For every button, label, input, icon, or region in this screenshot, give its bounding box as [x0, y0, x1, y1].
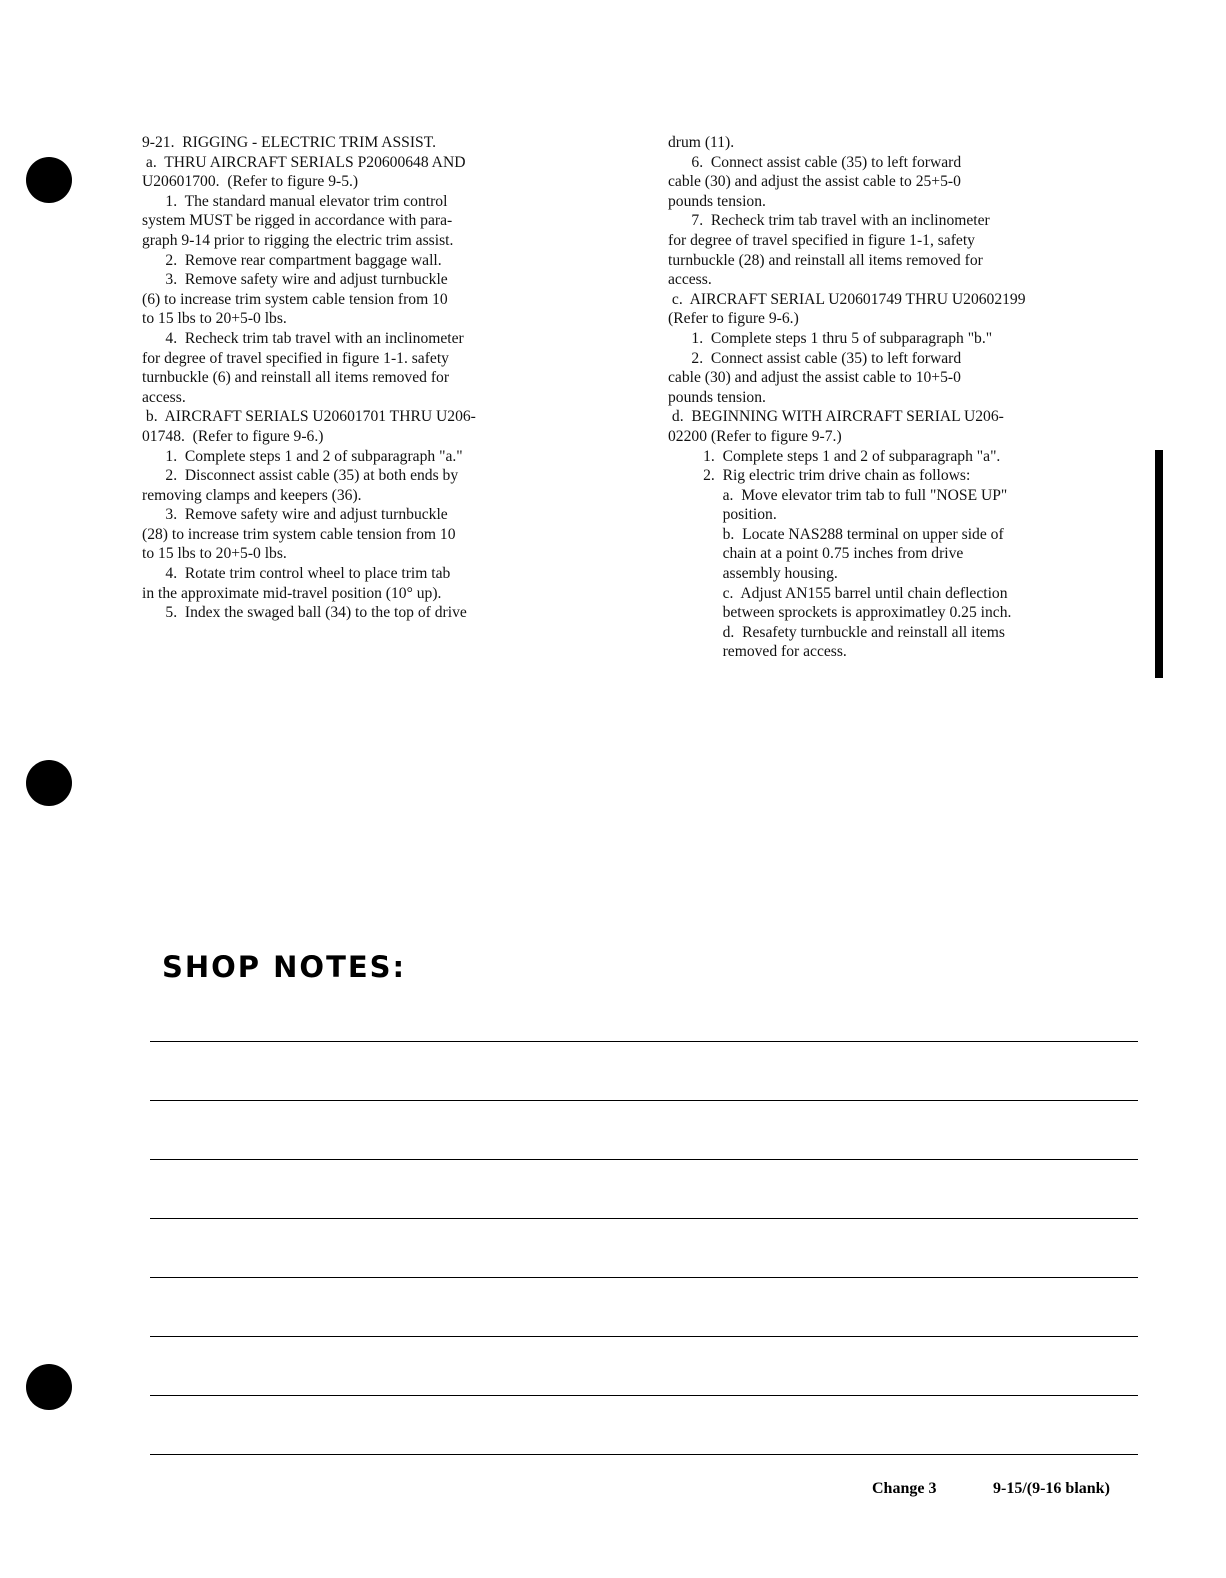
text-line: removing clamps and keepers (36). — [142, 486, 362, 504]
text-line: 9-21. RIGGING - ELECTRIC TRIM ASSIST. — [142, 134, 436, 151]
text-line: to 15 lbs to 20+5-0 lbs. — [142, 310, 287, 328]
text-line: U20601700. (Refer to figure 9-5.) — [142, 173, 359, 191]
text-line: cable (30) and adjust the assist cable to 10+5-0 — [668, 369, 961, 387]
shop-notes-line — [150, 1159, 1138, 1160]
shop-notes-line — [150, 1041, 1138, 1042]
text-line: 1. Complete steps 1 and 2 of subparagraph "a". — [668, 447, 1001, 465]
text-line: assembly housing. — [668, 565, 838, 583]
page-number: 9-15/(9-16 blank) — [993, 1480, 1110, 1497]
text-line: turnbuckle (28) and reinstall all items removed for — [668, 251, 983, 269]
text-line: c. Adjust AN155 barrel until chain deflection — [668, 584, 1008, 602]
text-line: 02200 (Refer to figure 9-7.) — [668, 427, 842, 445]
text-line: to 15 lbs to 20+5-0 lbs. — [142, 545, 287, 563]
text-line: pounds tension. — [668, 388, 766, 406]
punch-hole-bottom — [26, 1364, 72, 1410]
text-line: 5. Index the swaged ball (34) to the top of drive — [142, 604, 467, 622]
text-line: (6) to increase trim system cable tension from 10 — [142, 290, 448, 308]
text-line: in the approximate mid-travel position (10° up). — [142, 584, 442, 602]
text-line: 6. Connect assist cable (35) to left forward — [668, 153, 962, 171]
shop-notes-line — [150, 1218, 1138, 1219]
text-line: 7. Recheck trim tab travel with an inclinometer — [668, 212, 990, 230]
text-line: c. AIRCRAFT SERIAL U20601749 THRU U20602199 — [668, 290, 1026, 308]
text-line: pounds tension. — [668, 192, 766, 210]
text-line: a. THRU AIRCRAFT SERIALS P20600648 AND — [142, 153, 466, 171]
shop-notes-title: SHOP NOTES: — [162, 950, 407, 984]
text-line: (Refer to figure 9-6.) — [668, 310, 799, 328]
text-line: drum (11). — [668, 134, 735, 151]
text-line: access. — [668, 271, 712, 289]
text-line: cable (30) and adjust the assist cable to 25+5-0 — [668, 173, 961, 191]
punch-hole-middle — [26, 760, 72, 806]
shop-notes-line — [150, 1277, 1138, 1278]
text-line: position. — [668, 506, 777, 524]
text-line: 1. The standard manual elevator trim control — [142, 192, 448, 210]
text-line: d. BEGINNING WITH AIRCRAFT SERIAL U206- — [668, 408, 1004, 426]
shop-notes-line — [150, 1336, 1138, 1337]
text-line: removed for access. — [668, 643, 847, 661]
change-number: Change 3 — [872, 1480, 937, 1497]
text-line: 2. Disconnect assist cable (35) at both ends by — [142, 467, 459, 485]
text-line: 1. Complete steps 1 thru 5 of subparagraph "b." — [668, 329, 993, 347]
text-line: (28) to increase trim system cable tension from 10 — [142, 525, 456, 543]
shop-notes-line — [150, 1454, 1138, 1455]
text-line: 2. Rig electric trim drive chain as follows: — [668, 467, 971, 485]
text-line: turnbuckle (6) and reinstall all items removed for — [142, 369, 450, 387]
text-line: 4. Recheck trim tab travel with an inclinometer — [142, 329, 464, 347]
text-line: between sprockets is approximatley 0.25 inch. — [668, 604, 1012, 622]
text-line: 3. Remove safety wire and adjust turnbuckle — [142, 506, 448, 524]
text-line: 01748. (Refer to figure 9-6.) — [142, 427, 324, 445]
text-line: graph 9-14 prior to rigging the electric trim assist. — [142, 231, 454, 249]
text-line: chain at a point 0.75 inches from drive — [668, 545, 964, 563]
text-line: 2. Connect assist cable (35) to left forward — [668, 349, 962, 367]
text-line: system MUST be rigged in accordance with para- — [142, 212, 453, 230]
text-line: 4. Rotate trim control wheel to place trim tab — [142, 565, 451, 583]
text-line: for degree of travel specified in figure 1-1, safety — [668, 231, 975, 249]
text-line: access. — [142, 388, 186, 406]
text-line: 1. Complete steps 1 and 2 of subparagraph "a." — [142, 447, 463, 465]
shop-notes-line — [150, 1100, 1138, 1101]
text-line: for degree of travel specified in figure 1-1. safety — [142, 349, 449, 367]
text-line: 2. Remove rear compartment baggage wall. — [142, 251, 442, 269]
shop-notes-line — [150, 1395, 1138, 1396]
revision-change-bar — [1155, 450, 1163, 678]
punch-hole-top — [26, 157, 72, 203]
text-line: d. Resafety turnbuckle and reinstall all items — [668, 623, 1005, 641]
text-line: 3. Remove safety wire and adjust turnbuckle — [142, 271, 448, 289]
right-text-column — [668, 133, 1158, 662]
text-line: a. Move elevator trim tab to full "NOSE UP" — [668, 486, 1008, 504]
text-line: b. AIRCRAFT SERIALS U20601701 THRU U206- — [142, 408, 476, 426]
text-line: b. Locate NAS288 terminal on upper side of — [668, 525, 1004, 543]
left-text-column — [142, 133, 627, 623]
